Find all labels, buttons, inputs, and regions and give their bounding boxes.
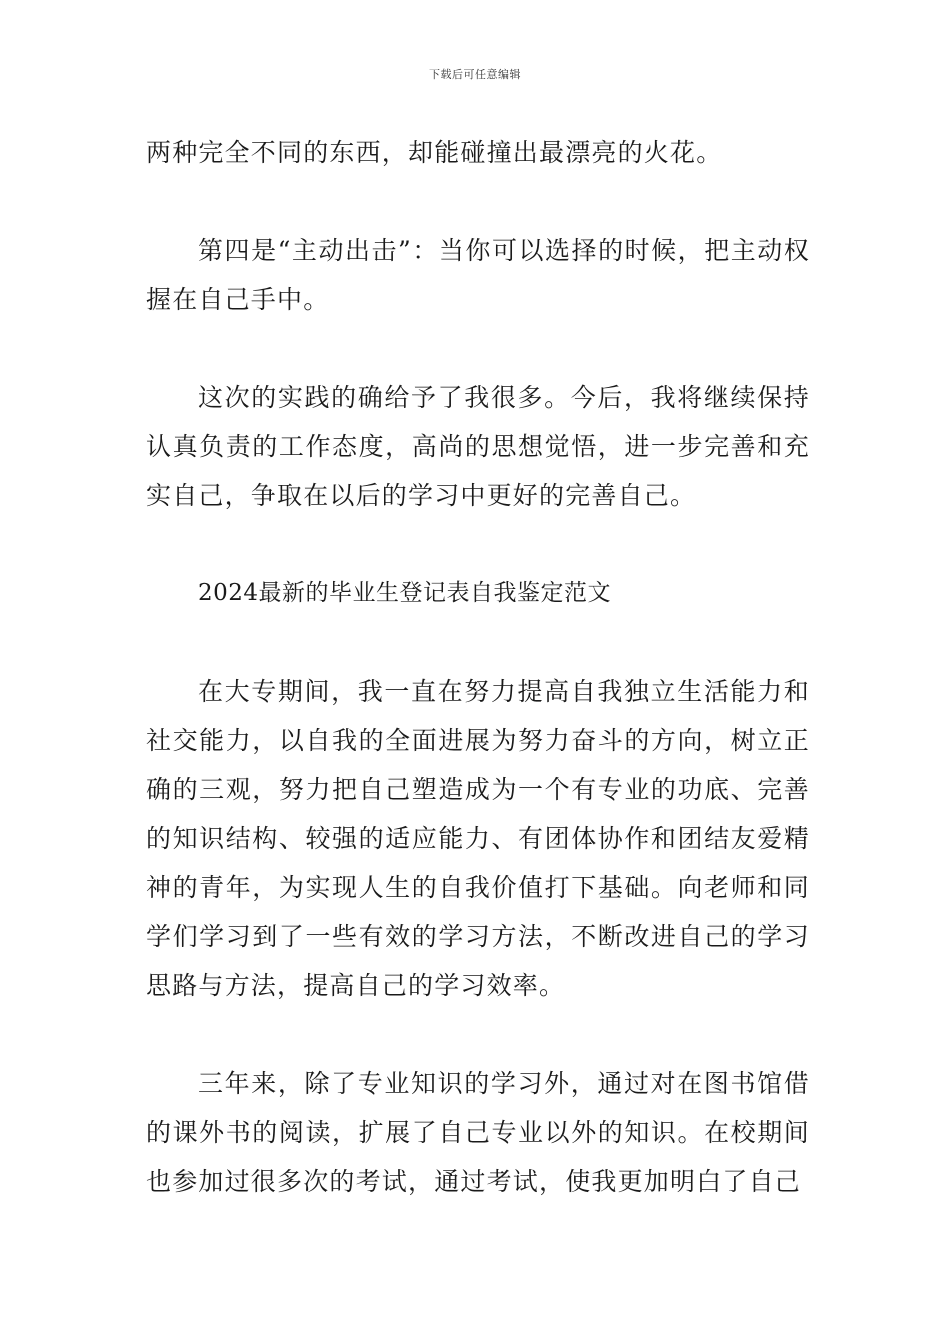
paragraph-fourth-point: 第四是“主动出击”：当你可以选择的时候，把主动权握在自己手中。 — [146, 236, 810, 314]
page-header: 下载后可任意编辑 — [429, 68, 521, 81]
paragraph-college-period: 在大专期间，我一直在努力提高自我独立生活能力和社交能力，以自我的全面进展为努力奋斗的方向，树立正确的三观，努力把自己塑造成为一个有专业的功底、完善的知识结构、较强的适应能力、有团体协作和团结友爱精神的青年，为实现人生的自我价值打下基础。向老师和同学们学习到了一些有效的学习方法，不断改进自己的学习思路与方法，提高自己的学习效率。 — [146, 677, 810, 1000]
paragraph-gap — [146, 520, 810, 569]
document-body — [146, 128, 810, 1206]
paragraph-three-years: 三年来，除了专业知识的学习外，通过对在图书馆借的课外书的阅读，扩展了自己专业以外的知识。在校期间也参加过很多次的考试，通过考试，使我更加明白了自己 — [146, 1069, 810, 1196]
paragraph-practice-summary: 这次的实践的确给予了我很多。今后，我将继续保持认真负责的工作态度，高尚的思想觉悟，进一步完善和充实自己，争取在以后的学习中更好的完善自己。 — [146, 383, 810, 510]
paragraph-gap — [146, 324, 810, 373]
section-title: 2024最新的毕业生登记表自我鉴定范文 — [198, 580, 612, 606]
paragraph-gap — [146, 618, 810, 667]
paragraph-gap — [146, 177, 810, 226]
paragraph-continuation: 两种完全不同的东西，却能碰撞出最漂亮的火花。 — [146, 138, 723, 167]
paragraph-gap — [146, 1010, 810, 1059]
